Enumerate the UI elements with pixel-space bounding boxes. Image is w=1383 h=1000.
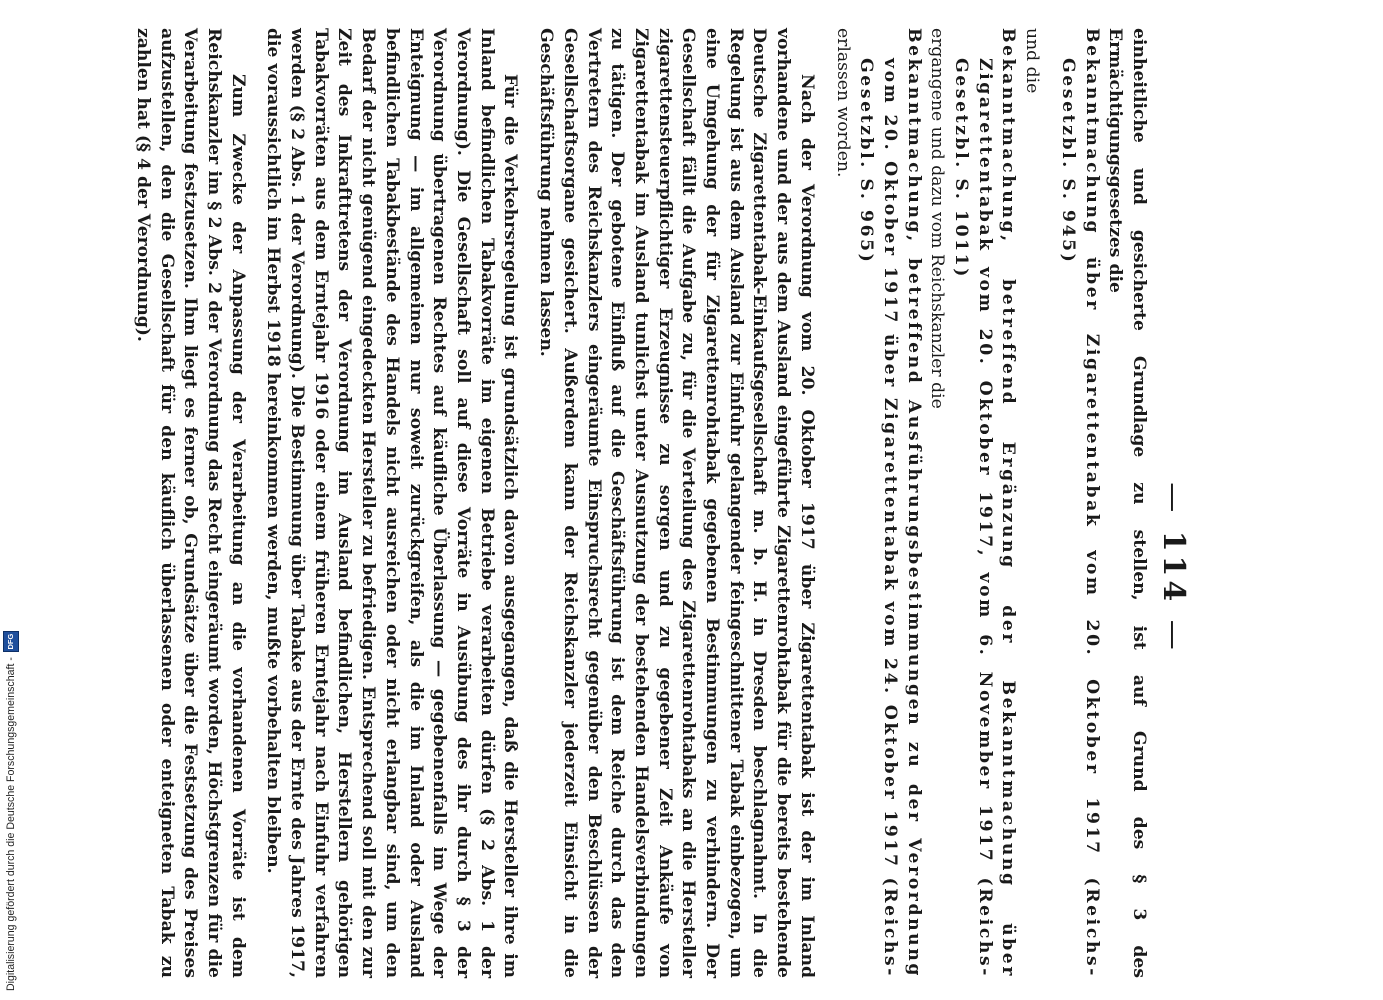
document-body	[130, 28, 1150, 978]
paragraph-verkehrsregelung: Für die Verkehrsregelung ist grundsätzlich davon ausgegangen, daß die Hersteller ihre im Inland befindlichen Tabakvorräte im eigenen Betriebe verarbeiten dürfen (§ 2 Abs. 1 der Verordnung). Die Gesellschaft soll auf diese Vorräte in Ausübung des ihr durch § 3 der Verordnung übertragenen Rechtes auf käufliche Überlassung — gegebenenfalls im Wege der Enteignung — im allgemeinen nur soweit zurückgreifen, als die im Inland oder Ausland befindlichen Tabakbestände des Handels nicht ausreichen oder nicht erlangbar sind, um den Bedarf der nicht genügend eingedeckten Hersteller zu befriedigen. Entsprechend soll mit den zur Zeit des Inkrafttretens der Verordnung im Ausland befindlichen, Herstellern gehörigen Tabakvorräten aus dem Erntejahr 1916 oder einem früheren Erntejahr nach Einfuhr verfahren werden (§ 2 Abs. 1 der Verordnung). Die Bestimmung über Tabake aus der Ernte des Jahres 1917, die voraussichtlich im Herbst 1918 hereinkommen werden, mußte vorbehalten bleiben.	[263, 28, 521, 978]
page-number	[1156, 458, 1190, 678]
dfg-logo-icon: DFG	[3, 631, 19, 652]
page-number-dash-right: —	[1156, 619, 1191, 654]
page-number-dash-left: —	[1156, 482, 1191, 517]
connector-ergangene: ergangene und dazu vom Reichskanzler die	[927, 28, 948, 409]
reference-2: Bekanntmachung, betreffend Ergänzung der Bekanntmachung über Zigarettentabak vom 20. Oktober 1917, vom 6. November 1917 (Reichs-Gesetzbl. S. 1011)	[951, 28, 1019, 978]
reference-1: Bekanntmachung über Zigarettentabak vom 20. Oktober 1917 (Reichs-Gesetzbl. S. 945)	[1057, 28, 1102, 978]
page-number-value: 114	[1156, 530, 1191, 606]
connector-erlassen: erlassen worden.	[832, 28, 853, 178]
paragraph-verordnung: Nach der Verordnung vom 20. Oktober 1917 über Zigarettentabak ist der im Inland vorhandene und der aus dem Ausland eingeführte Zigarettenrohtabak für die bereits bestehende Deutsche Zigarettentabak-Einkaufsgesellschaft m. b. H. in Dresden beschlagnahmt. In die Regelung ist aus dem Ausland zur Einfuhr gelangender feingeschnittener Tabak einbezogen, um eine Umgehung der für Zigarettenrohtabak gegebenen Bestimmungen zu verhindern. Der Gesellschaft fällt die Aufgabe zu, für die Verteilung des Zigarettenrohtabaks an die Hersteller zigarettensteuerpflichtiger Erzeugnisse zu sorgen und zu gegebener Zeit Ankäufe von Zigarettentabak im Ausland tunlichst unter Ausnutzung der bestehenden Handelsverbindungen zu tätigen. Der gebotene Einfluß auf die Geschäftsführung ist dem Reiche durch das den Vertretern des Reichskanzlers eingeräumte Einspruchsrecht gegenüber den Beschlüssen der Gesellschaftsorgane gesichert. Außerdem kann der Reichskanzler jederzeit Einsicht in die Geschäftsführung nehmen lassen.	[536, 28, 817, 978]
footer-text: Digitalisierung gefördert durch die Deutsche Forschungsgemeinschaft -	[4, 657, 17, 991]
intro-paragraph: einheitliche und gesicherte Grundlage zu stellen, ist auf Grund des § 3 des Ermächtigungsgesetzes die	[1105, 28, 1149, 978]
reference-3: Bekanntmachung, betreffend Ausführungsbestimmungen zu der Verordnung vom 20. Oktober 1917 über Zigarettentabak vom 24. Oktober 1917 (Reichs-Gesetzbl. S. 965)	[856, 28, 924, 978]
rotated-page	[132, 28, 1191, 978]
paragraph-anpassung: Zum Zwecke der Anpassung der Verarbeitung an die vorhandenen Vorräte ist dem Reichskanzler im § 2 Abs. 2 der Verordnung das Recht eingeräumt worden, Höchstgrenzen für die Verarbeitung festzusetzen. Ihm liegt es ferner ob, Grundsätze über die Festsetzung des Preises aufzustellen, den die Gesellschaft für den käuflich überlassenen oder enteigneten Tabak zu zahlen hat (§ 4 der Verordnung).	[132, 28, 248, 978]
connector-und-die: und die	[1022, 28, 1043, 94]
digitization-footer	[1, 601, 20, 991]
